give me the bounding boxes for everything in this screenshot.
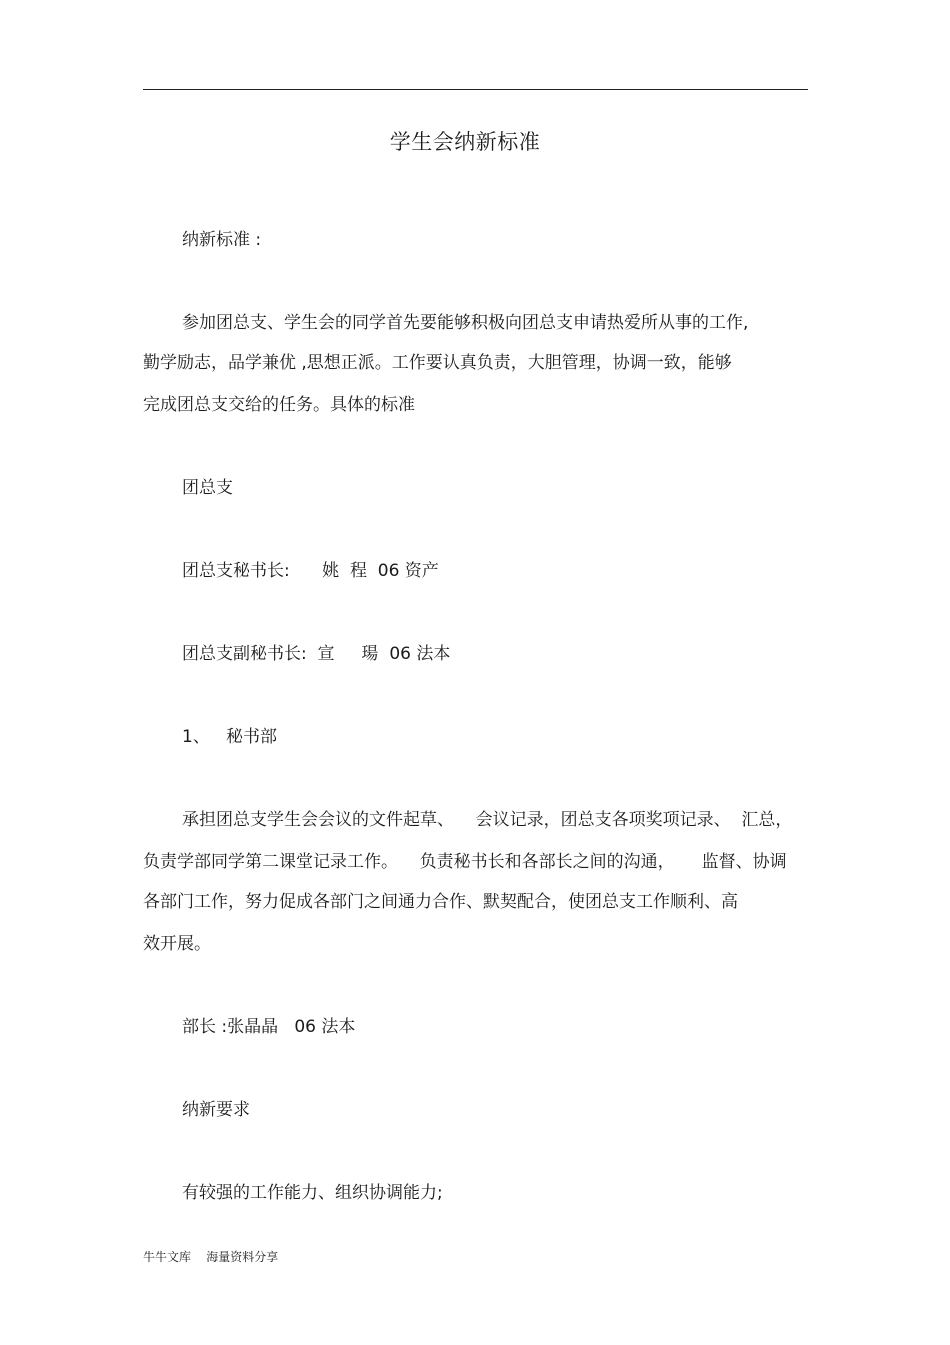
secretary-general: 团总支秘书长: 姚 程 06 资产 [182,561,439,581]
dept-duty-line-3: 各部门工作，努力促成各部门之间通力合作、默契配合，使团总支工作顺利、高 [143,892,738,912]
dept-duty-line-4: 效开展。 [143,934,211,954]
section-league: 团总支 [182,478,233,498]
footer-text: 牛牛文库 海量资料分享 [143,1250,279,1264]
standard-heading: 纳新标准 : [182,230,262,250]
dept-head: 部长 :张晶晶 06 法本 [182,1017,356,1037]
intro-line-2: 勤学励志，品学兼优 ,思想正派。工作要认真负责，大胆管理，协调一致，能够 [143,353,732,373]
dept-secretariat-heading: 1、 秘书部 [182,727,278,747]
requirements-heading: 纳新要求 [182,1100,250,1120]
document-title: 学生会纳新标准 [389,130,541,154]
requirement-item: 有较强的工作能力、组织协调能力; [182,1183,443,1203]
intro-line-1: 参加团总支、学生会的同学首先要能够积极向团总支申请热爱所从事的工作, [182,313,749,333]
dept-duty-line-1: 承担团总支学生会会议的文件起草、 会议记录，团总支各项奖项记录、 汇总， [182,810,793,830]
deputy-secretary-general: 团总支副秘书长: 宣 瑒 06 法本 [182,644,451,664]
intro-line-3: 完成团总支交给的任务。具体的标准 [143,395,415,415]
dept-duty-line-2: 负责学部同学第二课堂记录工作。 负责秘书长和各部长之间的沟通， 监督、协调 [143,852,787,872]
header-rule [143,89,808,90]
